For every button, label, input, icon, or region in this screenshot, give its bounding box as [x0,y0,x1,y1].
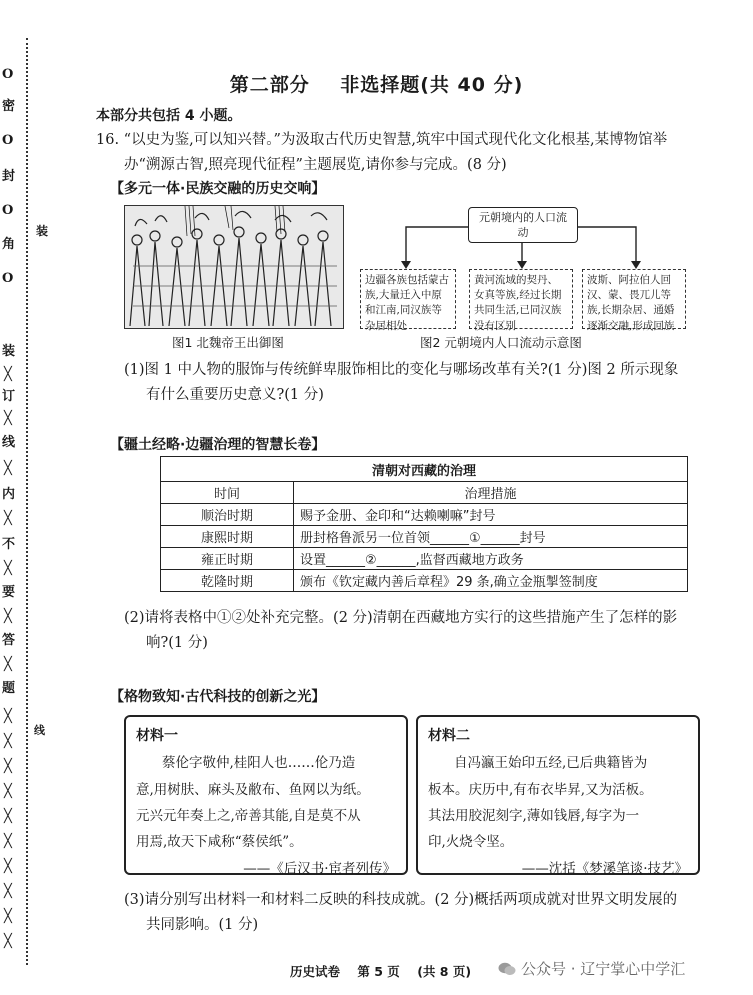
line-char: 线 [2,435,16,450]
col-header-time: 时间 [161,482,294,504]
q16-sub1-line2: 有什么重要历史意义?(1 分) [146,387,324,404]
fig1-caption: 图1 北魏帝王出御图 [172,335,284,350]
row-time: 康熙时期 [161,526,294,548]
row-time: 雍正时期 [161,548,294,570]
part2-heading: 【疆土经略·边疆治理的智慧长卷】 [110,437,326,453]
row-measure: 颁布《钦定藏内善后章程》29 条,确立金瓶掣签制度 [294,570,688,592]
part1-heading: 【多元一体·民族交融的历史交响】 [110,181,326,197]
zigzag-mark: ╳ [4,561,12,576]
zigzag-mark: ╳ [4,609,12,624]
zigzag-mark: ╳ [4,511,12,526]
seal-circle: O [2,133,14,148]
material-1-line: 蔡伦字敬仲,桂阳人也……伦乃造 [162,755,356,772]
seal-char-2: 封 [2,169,16,184]
table-row [161,504,688,526]
q16-sub2-line1: (2)请将表格中①②处补充完整。(2 分)清朝在西藏地方实行的这些措施产生了怎样的影 [124,610,678,626]
page-footer: 历史试卷 第 5 页 (共 8 页) [290,964,472,979]
zigzag-mark: ╳ [4,411,12,426]
table-header-row [161,482,688,504]
seal-circle: O [2,203,14,218]
zigzag-mark: ╳ [4,784,12,799]
q16-sub1-line1: (1)图 1 中人物的服饰与传统鲜卑服饰相比的变化与哪场改革有关?(1 分)图 2 所示现象 [124,362,679,378]
zigzag-mark: ╳ [4,934,12,949]
binding-zhuang-label: 装 [36,224,49,238]
table-row [161,548,688,570]
zigzag-mark: ╳ [4,759,12,774]
table-title: 清朝对西藏的治理 [161,457,688,482]
row-measure: 设置______②______,监督西藏地方政务 [294,548,688,570]
col-header-measure: 治理措施 [294,482,688,504]
fig2-box-2: 黄河流域的契丹、女真等族,经过长期共同生活,已同汉族没有区别 [469,269,573,329]
qing-tibet-table [160,456,688,592]
part3-heading: 【格物致知·古代科技的创新之光】 [110,689,326,705]
fig1-drawing [125,206,343,328]
wechat-icon [498,962,516,976]
fig2-caption: 图2 元朝境内人口流动示意图 [420,335,582,350]
row-measure: 赐予金册、金印和“达赖喇嘛”封号 [294,504,688,526]
material-1-box [124,715,408,875]
seal-circle: O [2,67,14,82]
zigzag-mark: ╳ [4,884,12,899]
binding-margin [0,0,34,995]
table-title-row [161,457,688,482]
line-char: 答 [2,633,16,648]
seal-char-1: 密 [2,99,16,114]
row-time: 顺治时期 [161,504,294,526]
zigzag-mark: ╳ [4,809,12,824]
line-char: 装 [2,344,16,359]
seal-char-3: 角 [2,237,16,252]
q16-sub1 [124,358,724,409]
material-1-source: ——《后汉书·宦者列传》 [243,860,396,877]
material-2-line: 自冯瀛王始印五经,已后典籍皆为 [454,755,648,772]
row-measure: 册封格鲁派另一位首领______①______封号 [294,526,688,548]
zigzag-mark: ╳ [4,909,12,924]
fig2-box-1: 边疆各族包括蒙古族,大量迁入中原和江南,同汉族等杂居相处 [360,269,456,329]
material-1-line: 元兴元年奏上之,帝善其能,自是莫不从 [136,807,361,824]
line-char: 订 [2,389,16,404]
material-2-box [416,715,700,875]
line-char: 不 [2,537,16,552]
zigzag-mark: ╳ [4,859,12,874]
zigzag-mark: ╳ [4,709,12,724]
q16-stem [96,128,716,179]
zigzag-mark: ╳ [4,367,12,382]
zigzag-mark: ╳ [4,734,12,749]
material-1-title: 材料一 [136,728,178,744]
zigzag-mark: ╳ [4,834,12,849]
material-2-line: 印,火烧令坚。 [428,834,514,851]
table-row [161,526,688,548]
q16-sub3-line2: 共同影响。(1 分) [146,917,259,934]
material-1-line: 意,用树肤、麻头及敝布、鱼网以为纸。 [136,781,370,798]
binding-xian-label: 线 [34,724,45,737]
material-2-source: ——沈括《梦溪笔谈·技艺》 [521,860,688,877]
row-time: 乾隆时期 [161,570,294,592]
q16-sub2 [124,606,724,657]
material-2-line: 其法用胶泥刻字,薄如钱唇,每字为一 [428,807,640,824]
zigzag-mark: ╳ [4,461,12,476]
line-char: 要 [2,585,16,600]
watermark-text: 公众号 · 辽宁掌心中学汇 [521,960,686,978]
line-char: 题 [2,681,16,696]
fig2-diagram [356,203,686,333]
seal-circle: O [2,271,14,286]
table-row [161,570,688,592]
material-1-line: 用焉,故天下咸称“蔡侯纸”。 [136,834,303,851]
material-2-line: 板本。庆历中,有布衣毕昇,又为活板。 [428,781,653,798]
section-intro: 本部分共包括 4 小题。 [96,108,242,124]
q16-sub2-line2: 响?(1 分) [146,635,208,652]
section-title: 第二部分 非选择题(共 40 分) [229,74,524,96]
line-char: 内 [2,487,16,502]
q16-sub3 [124,888,724,939]
q16-stem-line2: 办“溯源古智,照亮现代征程”主题展览,请你参与完成。(8 分) [124,157,507,174]
binding-dotted-line [26,38,28,965]
fig2-top-box: 元朝境内的人口流动 [468,207,578,243]
q16-sub3-line1: (3)请分别写出材料一和材料二反映的科技成就。(2 分)概括两项成就对世界文明发展的 [124,892,678,908]
material-2-title: 材料二 [428,728,470,744]
fig2-box-3: 波斯、阿拉伯人回汉、蒙、畏兀儿等族,长期杂居、通婚逐渐交融,形成回族 [582,269,686,329]
q16-stem-line1: 16. “以史为鉴,可以知兴替。”为汲取古代历史智慧,筑牢中国式现代化文化根基,某博物馆举 [96,132,668,148]
zigzag-mark: ╳ [4,657,12,672]
watermark [498,958,685,979]
fig1-image [124,205,344,329]
